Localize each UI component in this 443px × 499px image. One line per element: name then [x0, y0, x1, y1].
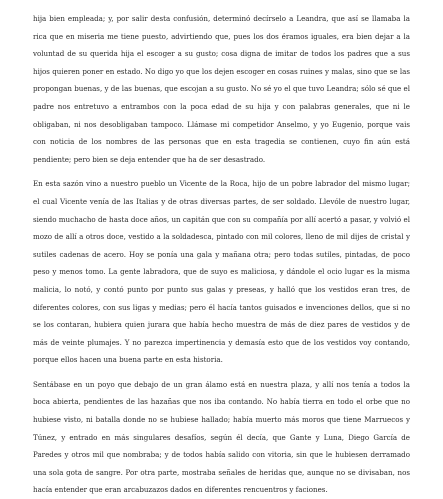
document-page: [33, 10, 410, 499]
paragraph-2: En esta sazón vino a nuestro pueblo un Vicente de la Roca, hijo de un pobre labrador del mismo lugar; el cual Vicente venía de las Italias y de otras diversas partes, de ser soldado. Llevóle de nuestro lugar, siendo muchacho de hasta doce años, un capitán que con su compañía por allí acertó a pasar, y volvió el mozo de allí a otros doce, vestido a la soldadesca, pintado con mil colores, lleno de mil dijes de cristal y sutiles cadenas de acero. Hoy se ponía una gala y mañana otra; pero todas sutiles, pintadas, de poco peso y menos tomo. La gente labradora, que de suyo es maliciosa, y dándole el ocio lugar es la misma malicia, lo notó, y contó punto por punto sus galas y preseas, y halló que los vestidos eran tres, de diferentes colores, con sus ligas y medias; pero él hacía tantos guisados e invenciones dellos, que si no se los contaran, hubiera quien jurara que había hecho muestra de más de diez pares de vestidos y de más de veinte plumajes. Y no parezca impertinencia y demasía esto que de los vestidos voy contando, porque ellos hacen una buena parte en esta historia.: [33, 179, 410, 365]
paragraph-1: hija bien empleada; y, por salir desta confusión, determinó decírselo a Leandra, que así se llamaba la rica que en miseria me tiene puesto, advirtiendo que, pues los dos éramos iguales, era bien dejar a la voluntad de su querida hija el escoger a su gusto; cosa digna de imitar de todos los padres que a sus hijos quieren poner en estado. No digo yo que los dejen escoger en cosas ruines y malas, sino que se las propongan buenas, y de las buenas, que escojan a su gusto. No sé yo el que tuvo Leandra; sólo sé que el padre nos entretuvo a entrambos con la poca edad de su hija y con palabras generales, que ni le obligaban, ni nos desobligaban tampoco. Llámase mi competidor Anselmo, y yo Eugenio, porque vais con noticia de los nombres de las personas que en esta tragedia se contienen, cuyo fin aún está pendiente; pero bien se deja entender que ha de ser desastrado.: [33, 14, 410, 164]
paragraph-3: Sentábase en un poyo que debajo de un gran álamo está en nuestra plaza, y allí nos tenía a todos la boca abierta, pendientes de las hazañas que nos iba contando. No había tierra en todo el orbe que no hubiese visto, ni batalla donde no se hubiese hallado; había muerto más moros que tiene Marruecos y Túnez, y entrado en más singulares desafíos, según él decía, que Gante y Luna, Diego García de Paredes y otros mil que nombraba; y de todos había salido con vitoria, sin que le hubiesen derramado una sola gota de sangre. Por otra parte, mostraba señales de heridas que, aunque no se divisaban, nos hacía entender que eran arcabuzazos dados en diferentes rencuentros y faciones.: [33, 379, 410, 495]
